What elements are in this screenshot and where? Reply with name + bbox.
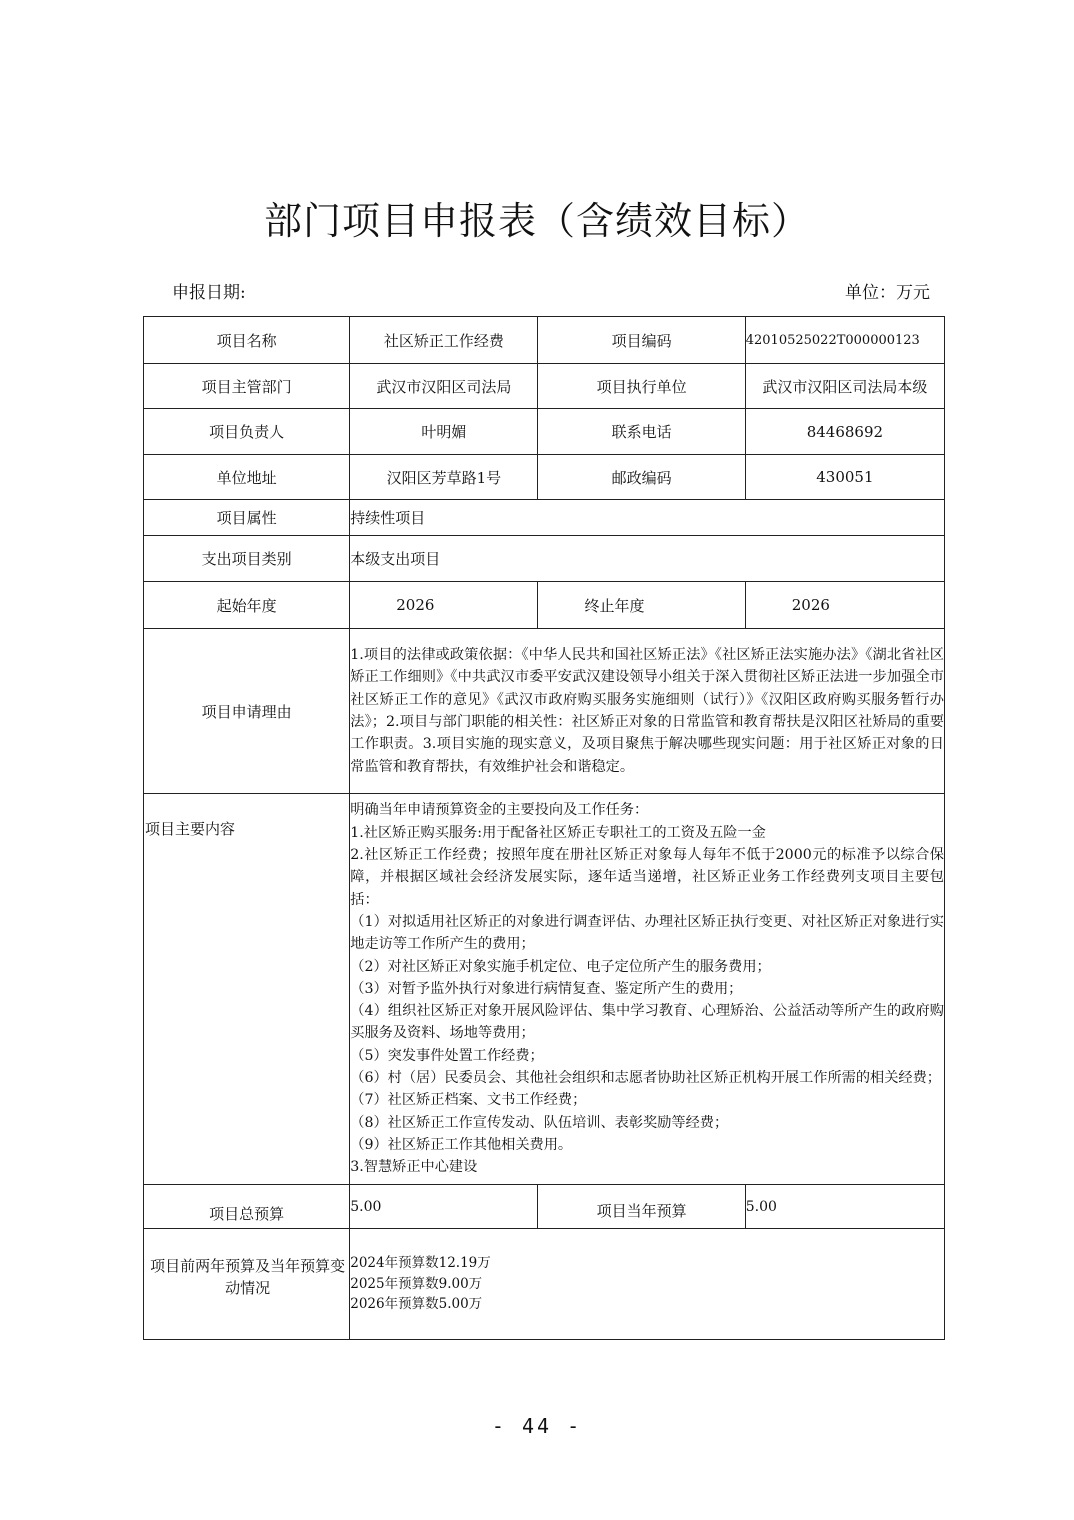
category-label: 支出项目类别	[144, 536, 350, 582]
content-line: （1）对拟适用社区矫正的对象进行调查评估、办理社区矫正执行变更、对社区矫正对象进行实地走访等工作所产生的费用；	[350, 913, 944, 953]
history-line: 2026年预算数5.00万	[350, 1296, 483, 1313]
dept-value: 武汉市汉阳区司法局	[350, 364, 538, 409]
reason-text: 1.项目的法律或政策依据：《中华人民共和国社区矫正法》《社区矫正法实施办法》《湖北省社区矫正工作细则》《中共武汉市委平安武汉建设领导小组关于深入贯彻社区矫正法进一步加强全市社区矫正工作的意见》《武汉市政府购买服务实施细则（试行）》《汉阳区政府购买服务暂行办法》；2.项目与部门职能的相关性：社区矫正对象的日常监管和教育帮扶是汉阳区社矫局的重要工作职责。3.项目实施的现实意义，及项目聚焦于解决哪些现实问题：用于社区矫正对象的日常监管和教育帮扶，有效维护社会和谐稳定。	[350, 629, 945, 794]
document-title: 部门项目申报表（含绩效目标）	[263, 199, 810, 243]
content-line: 1.社区矫正购买服务:用于配备社区矫正专职社工的工资及五险一金	[350, 824, 766, 841]
content-line: （5）突发事件处置工作经费；	[350, 1047, 544, 1064]
unit-label: 单位：万元	[845, 283, 930, 303]
content-line: （2）对社区矫正对象实施手机定位、电子定位所产生的服务费用；	[350, 958, 771, 975]
content-text	[350, 794, 945, 1185]
table-row	[144, 536, 945, 582]
address-label: 单位地址	[144, 455, 350, 500]
history-line: 2024年预算数12.19万	[350, 1255, 491, 1272]
category-value: 本级支出项目	[350, 536, 945, 582]
attribute-label: 项目属性	[144, 500, 350, 536]
total-budget-value: 5.00	[350, 1185, 538, 1229]
exec-unit-label: 项目执行单位	[538, 364, 745, 409]
project-name-label: 项目名称	[144, 317, 350, 364]
attribute-value: 持续性项目	[350, 500, 945, 536]
start-year-value: 2026	[350, 582, 538, 629]
start-year-label: 起始年度	[144, 582, 350, 629]
postcode-value: 430051	[745, 455, 944, 500]
owner-value: 叶明媚	[350, 409, 538, 455]
project-form-table	[143, 316, 945, 1340]
table-row	[144, 1229, 945, 1340]
content-line: （7）社区矫正档案、文书工作经费；	[350, 1092, 587, 1109]
content-line: 3.智慧矫正中心建设	[350, 1159, 478, 1176]
year-budget-value: 5.00	[745, 1185, 944, 1229]
content-line: 明确当年申请预算资金的主要投向及工作任务：	[350, 802, 649, 819]
table-row	[144, 455, 945, 500]
year-budget-label: 项目当年预算	[538, 1185, 745, 1229]
content-line: （3）对暂予监外执行对象进行病情复查、鉴定所产生的费用；	[350, 980, 743, 997]
content-line: （6）村（居）民委员会、其他社会组织和志愿者协助社区矫正机构开展工作所需的相关经费；	[350, 1070, 941, 1087]
content-line: 2.社区矫正工作经费；按照年度在册社区矫正对象每人每年不低于2000元的标准予以综合保障，并根据区域社会经济发展实际，逐年适当递增，社区矫正业务工作经费列支项目主要包括：	[350, 847, 944, 908]
content-label: 项目主要内容	[144, 794, 350, 1185]
history-label: 项目前两年预算及当年预算变动情况	[144, 1229, 350, 1340]
table-row	[144, 409, 945, 455]
table-row	[144, 794, 945, 1185]
total-budget-label: 项目总预算	[144, 1185, 350, 1229]
page-number: - 44 -	[491, 1414, 583, 1438]
end-year-value: 2026	[745, 582, 944, 629]
postcode-label: 邮政编码	[538, 455, 745, 500]
project-name-value: 社区矫正工作经费	[350, 317, 538, 364]
table-row	[144, 364, 945, 409]
project-code-value: 42010525022T000000123	[745, 317, 944, 364]
project-code-label: 项目编码	[538, 317, 745, 364]
dept-label: 项目主管部门	[144, 364, 350, 409]
reason-label: 项目申请理由	[144, 629, 350, 794]
phone-value: 84468692	[745, 409, 944, 455]
table-row	[144, 317, 945, 364]
phone-label: 联系电话	[538, 409, 745, 455]
content-line: （8）社区矫正工作宣传发动、队伍培训、表彰奖励等经费；	[350, 1114, 729, 1131]
table-row	[144, 500, 945, 536]
report-date-label: 申报日期:	[172, 283, 246, 303]
table-row	[144, 582, 945, 629]
exec-unit-value: 武汉市汉阳区司法局本级	[745, 364, 944, 409]
history-line: 2025年预算数9.00万	[350, 1275, 483, 1292]
content-line: （4）组织社区矫正对象开展风险评估、集中学习教育、心理矫治、公益活动等所产生的政府购买服务及资料、场地等费用；	[350, 1003, 944, 1042]
content-line: （9）社区矫正工作其他相关费用。	[350, 1136, 573, 1153]
address-value: 汉阳区芳草路1号	[350, 455, 538, 500]
table-row	[144, 629, 945, 794]
table-row	[144, 1185, 945, 1229]
owner-label: 项目负责人	[144, 409, 350, 455]
history-text	[350, 1229, 945, 1340]
end-year-label: 终止年度	[538, 582, 745, 629]
